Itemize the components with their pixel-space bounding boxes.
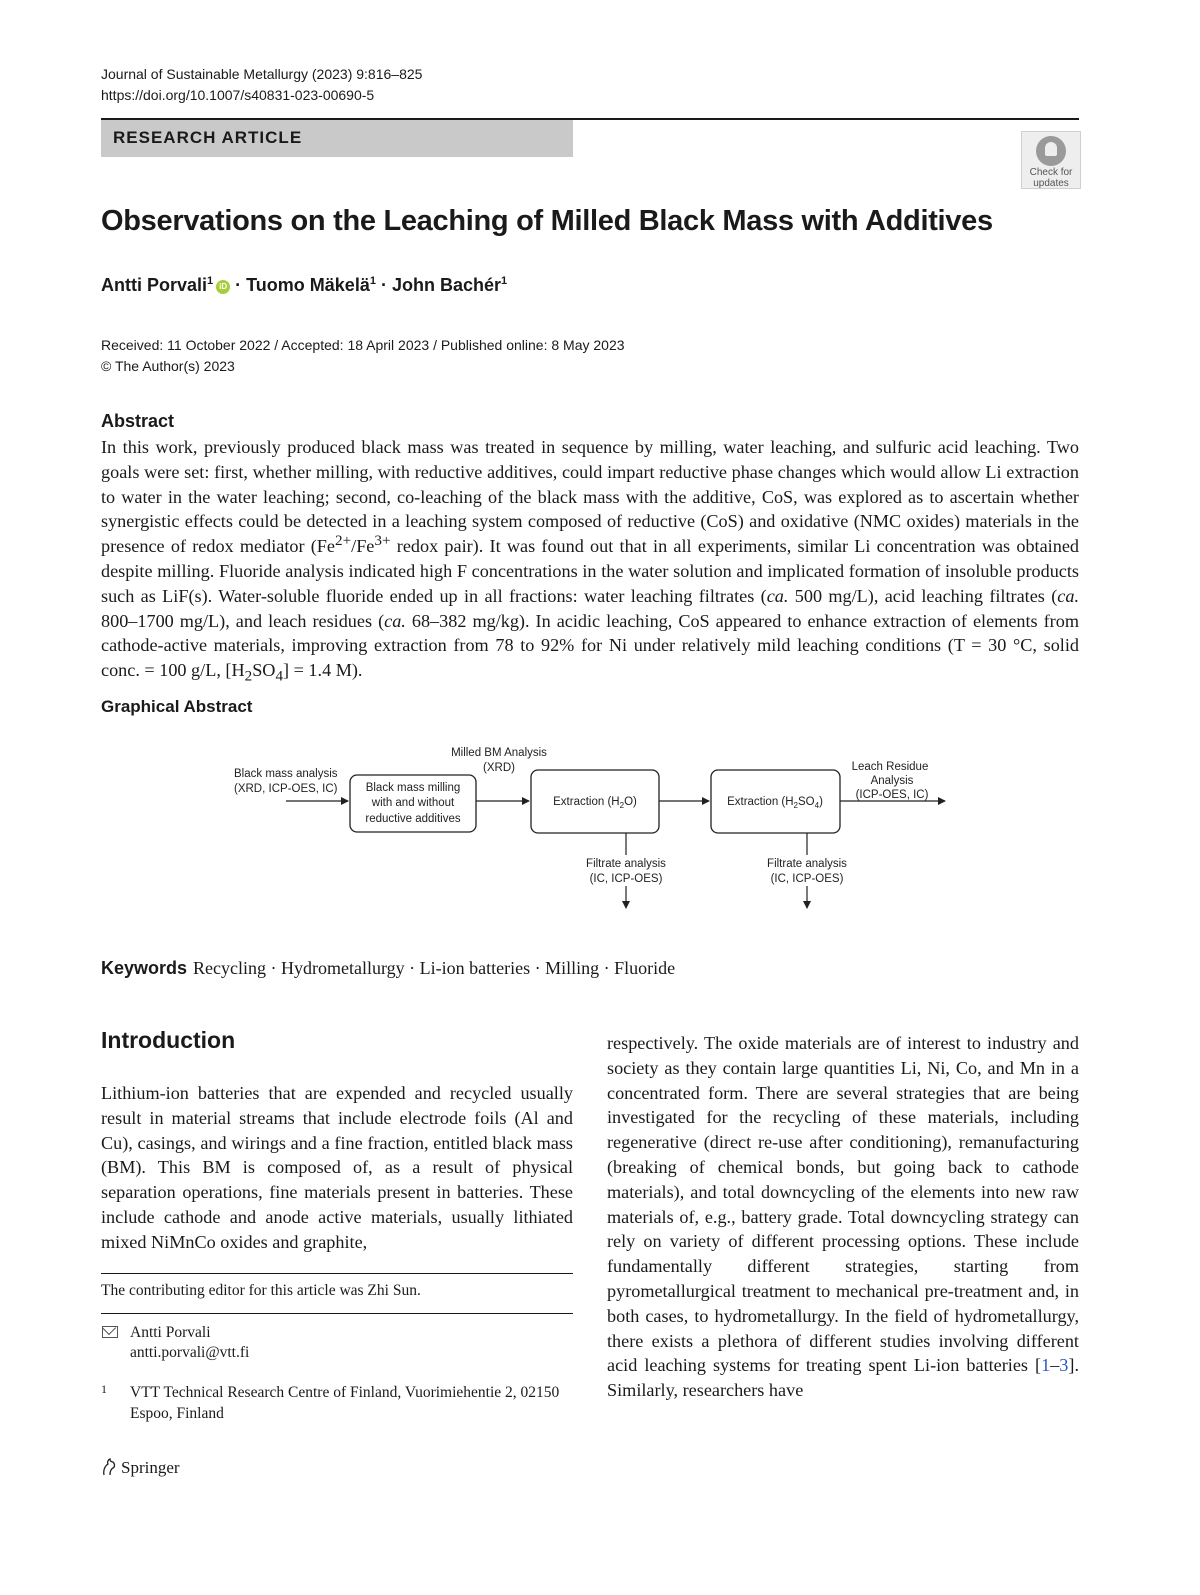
author-name[interactable]: Tuomo Mäkelä [246, 275, 370, 295]
author-name[interactable]: John Bachér [391, 275, 501, 295]
check-updates-label: Check for updates [1029, 167, 1073, 189]
footnote-rule [101, 1273, 573, 1274]
affiliation-marker: 1 [207, 275, 214, 287]
abstract-segment: 68–382 mg/kg). In acidic leaching, CoS appeared to enhance extraction of elements from cathode-active materials, improving extraction from 78 to 92% for Ni under relatively mild leaching conditions (T = 30 °C, solid conc. = 100 g/L, [H [101, 610, 1079, 681]
affiliation-text: VTT Technical Research Centre of Finland, Vuorimiehentie 2, 02150 Espoo, Finland [130, 1384, 560, 1422]
residue-methods: (ICP-OES, IC) [855, 789, 929, 801]
intro-text: respectively. The oxide materials are of interest to industry and society as they contain large quantities Li, Ni, Co, and Mn in a concentrated form. There are several strategies that are being investigated for the recycling of these materials, including regenerative (direct re-use after conditioning), remanufacturing (breaking of chemical bonds, but going back to cathode materials), and total downcycling of the elements into new raw materials of, e.g., battery grade. Total downcycling strategy can rely on variety of different processing options. These include fundamentally different strategies, starting from pyrometallurgical treatment to mechanical pre-treatment and, in both cases, to hydrometallurgy. In the field of hydrometallurgy, there exists a plethora of different studies involving different acid leaching systems for treating spent Li-ion batteries [ [607, 1033, 1079, 1376]
superscript: 2+ [335, 532, 352, 550]
citation-link[interactable]: 1 [1041, 1355, 1051, 1376]
superscript: 3+ [374, 532, 391, 550]
article-type-label: RESEARCH ARTICLE [113, 128, 303, 147]
graphical-abstract-diagram [200, 735, 980, 915]
residue-label: Leach Residue [851, 761, 929, 773]
corresponding-author-email[interactable]: antti.porvali@vtt.fi [130, 1344, 250, 1361]
subscript: 2 [244, 667, 253, 685]
milling-box-line: reductive additives [365, 813, 461, 825]
springer-horse-icon [101, 1458, 117, 1476]
author-separator: · [230, 275, 247, 295]
affiliation-marker: 1 [501, 275, 508, 287]
abstract-segment: 500 mg/L), acid leaching filtrates ( [788, 585, 1058, 606]
subscript: 4 [275, 667, 284, 685]
italic-ca: ca. [1057, 585, 1079, 606]
input-analysis-label: Black mass analysis [234, 768, 338, 780]
publisher-footer [101, 1458, 180, 1478]
section-heading: Introduction [101, 1027, 236, 1053]
author-list [101, 275, 507, 296]
intro-text: ]. Similarly, researchers have [607, 1355, 1079, 1401]
filtrate-methods: (IC, ICP-OES) [589, 873, 663, 885]
citation-link[interactable]: 3 [1059, 1355, 1069, 1376]
bookmark-icon [1036, 136, 1066, 166]
intro-right-column [607, 1031, 1079, 1403]
corresponding-author [130, 1323, 249, 1363]
abstract-segment: redox pair). It was found out that in all experiments, similar Li concentration was obtained despite milling. Fluoride analysis indicated high F concentrations in the water solution and implicated formation of insoluble products such as LiF(s). Water-soluble fluoride ended up in all fractions: water leaching filtrates ( [101, 536, 1079, 606]
milling-box-line: with and without [371, 797, 455, 809]
orcid-icon[interactable]: iD [216, 280, 230, 294]
editor-note: The contributing editor for this article was Zhi Sun. [101, 1282, 421, 1299]
filtrate-label: Filtrate analysis [586, 858, 666, 870]
residue-label: Analysis [870, 775, 914, 787]
doi-link[interactable]: https://doi.org/10.1007/s40831-023-00690-5 [101, 87, 375, 103]
milled-analysis-label: Milled BM Analysis [451, 747, 547, 759]
abstract-segment: SO [252, 660, 276, 681]
abstract-heading: Abstract [101, 411, 175, 431]
copyright-line: © The Author(s) 2023 [101, 358, 235, 374]
author-separator: · [375, 275, 392, 295]
corresponding-author-name: Antti Porvali [130, 1324, 211, 1341]
check-for-updates-badge[interactable] [1021, 131, 1081, 189]
publication-dates [101, 335, 625, 377]
filtrate-methods: (IC, ICP-OES) [770, 873, 844, 885]
italic-ca: ca. [766, 585, 789, 606]
input-analysis-methods: (XRD, ICP-OES, IC) [234, 783, 338, 795]
filtrate-label: Filtrate analysis [767, 858, 847, 870]
citation-dash: – [1050, 1355, 1060, 1376]
affiliation-number: 1 [101, 1382, 107, 1396]
abstract-segment: /Fe [351, 536, 375, 557]
graphical-abstract-heading: Graphical Abstract [101, 697, 253, 716]
keywords-label: Keywords [101, 958, 188, 978]
history-dates: Received: 11 October 2022 / Accepted: 18 April 2023 / Published online: 8 May 2023 [101, 337, 625, 353]
envelope-icon [102, 1326, 118, 1338]
journal-info [101, 64, 422, 106]
publisher-name: Springer [121, 1458, 180, 1477]
abstract-segment: ] = 1.4 M). [283, 660, 363, 681]
footnote-rule [101, 1313, 573, 1314]
abstract-text [101, 435, 1079, 683]
milled-analysis-methods: (XRD) [483, 762, 515, 774]
abstract-segment: 800–1700 mg/L), and leach residues ( [101, 610, 385, 631]
abstract-segment: In this work, previously produced black mass was treated in sequence by milling, water leaching, and sulfuric acid leaching. Two goals were set: first, whether milling, with reductive additives, could impart reductive phase changes which would allow Li extraction to water in the water leaching; second, co-leaching of the black mass with the additive, CoS, was explored as to ascertain whether synergistic effects could be detected in a leaching system composed of reductive (CoS) and oxidative (NMC oxides) materials in the presence of redox mediator (Fe [101, 437, 1079, 557]
author-name[interactable]: Antti Porvali [101, 275, 208, 295]
affiliation-marker: 1 [369, 275, 376, 287]
acid-extraction-label: Extraction $(H_2SO_4)$ [727, 796, 823, 810]
page-title: Observations on the Leaching of Milled Black Mass with Additives [101, 205, 993, 237]
italic-ca: ca. [384, 610, 406, 631]
keywords [101, 958, 675, 979]
water-extraction-label: Extraction $(H_2O)$ [553, 796, 637, 810]
keywords-list: Recycling · Hydrometallurgy · Li-ion batteries · Milling · Fluoride [193, 958, 676, 978]
journal-citation: Journal of Sustainable Metallurgy (2023) 9:816–825 [101, 66, 423, 82]
intro-left-column: Lithium-ion batteries that are expended and recycled usually result in material streams that include electrode foils (Al and Cu), casings, and wirings and a fine fraction, entitled black mass (BM). This BM is composed of, as a result of physical separation operations, fine materials present in batteries. These include cathode and anode active materials, usually lithiated mixed NiMnCo oxides and graphite, [101, 1083, 573, 1252]
milling-box-line: Black mass milling [365, 782, 461, 794]
